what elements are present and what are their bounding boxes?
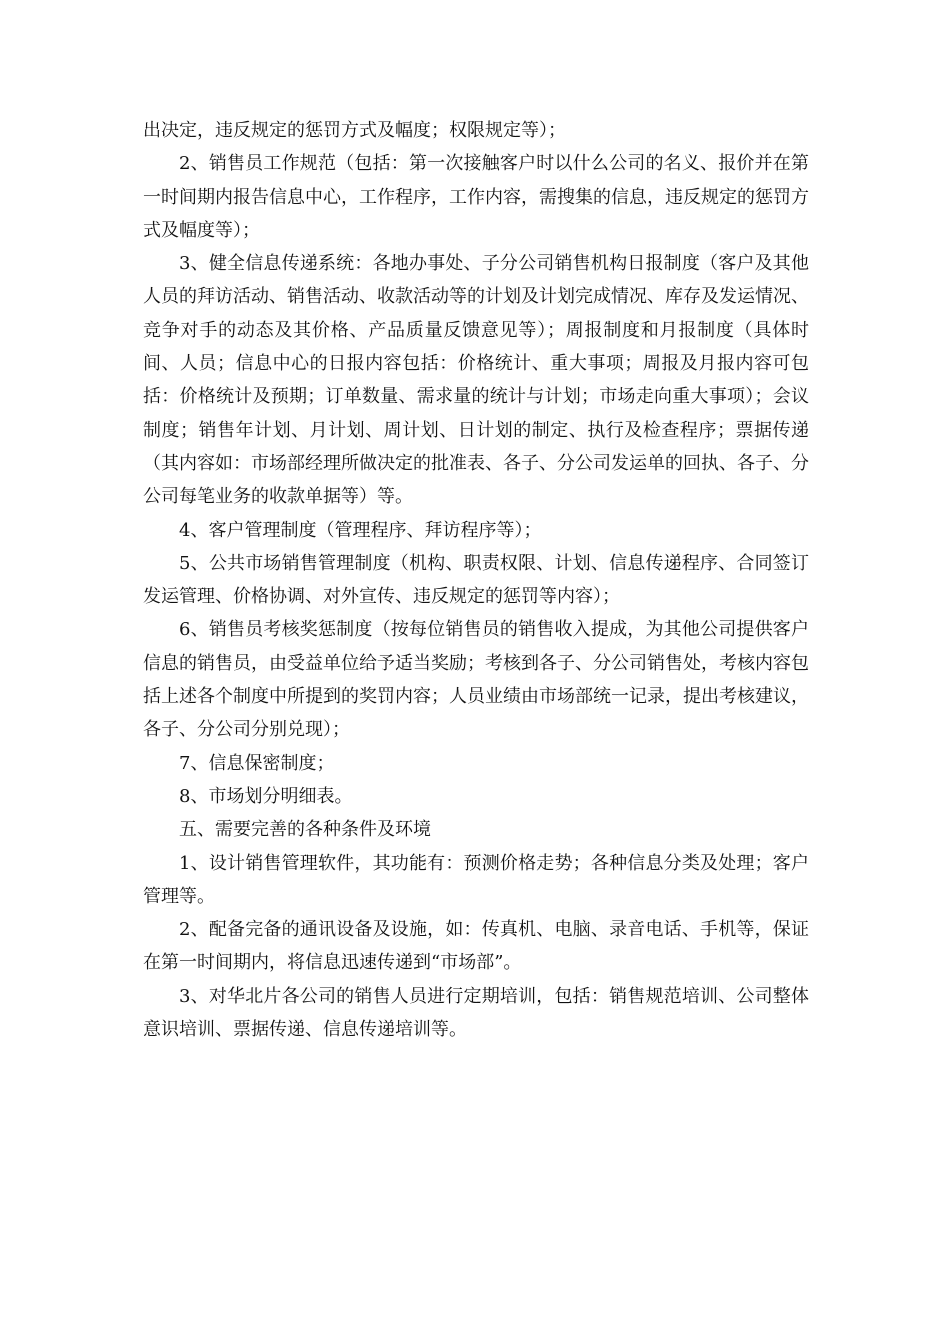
document-body — [143, 114, 809, 1046]
paragraph-item-4: 4、客户管理制度（管理程序、拜访程序等）； — [179, 519, 542, 541]
paragraph-continuation: 出决定，违反规定的惩罚方式及幅度；权限规定等）； — [143, 120, 566, 141]
paragraph-item-7: 7、信息保密制度； — [179, 752, 335, 774]
paragraph-item-2: 2、销售员工作规范（包括：第一次接触客户时以什么公司的名义、报价并在第一时间期内报告信息中心，工作程序，工作内容，需搜集的信息，违反规定的惩罚方式及幅度等）； — [143, 153, 809, 241]
paragraph-item-3: 3、健全信息传递系统：各地办事处、子分公司销售机构日报制度（客户及其他人员的拜访活动、销售活动、收款活动等的计划及计划完成情况、库存及发运情况、竞争对手的动态及其价格、产品质量反馈意见等）；周报制度和月报制度（具体时间、人员；信息中心的日报内容包括：价格统计、重大事项；周报及月报内容可包括：价格统计及预期；订单数量、需求量的统计与计划；市场走向重大事项）；会议制度；销售年计划、月计划、周计划、日计划的制定、执行及检查程序；票据传递（其内容如：市场部经理所做决定的批准表、各子、分公司发运单的回执、各子、分公司每笔业务的收款单据等）等。 — [143, 253, 809, 508]
paragraph-condition-2: 2、配备完备的通讯设备及设施，如：传真机、电脑、录音电话、手机等，保证在第一时间期内，将信息迅速传递到“市场部”。 — [143, 919, 809, 974]
paragraph-condition-1: 1、设计销售管理软件，其功能有：预测价格走势；各种信息分类及处理；客户管理等。 — [143, 852, 809, 907]
paragraph-condition-3: 3、对华北片各公司的销售人员进行定期培训，包括：销售规范培训、公司整体意识培训、票据传递、信息传递培训等。 — [143, 985, 809, 1041]
paragraph-item-6: 6、销售员考核奖惩制度（按每位销售员的销售收入提成，为其他公司提供客户信息的销售员，由受益单位给予适当奖励；考核到各子、分公司销售处，考核内容包括上述各个制度中所提到的奖罚内容；人员业绩由市场部统一记录，提出考核建议，各子、分公司分别兑现）； — [143, 619, 809, 741]
paragraph-item-8: 8、市场划分明细表。 — [179, 785, 353, 807]
paragraph-item-5: 5、公共市场销售管理制度（机构、职责权限、计划、信息传递程序、合同签订发运管理、价格协调、对外宣传、违反规定的惩罚等内容）； — [143, 552, 809, 608]
section-heading: 五、需要完善的各种条件及环境 — [179, 819, 431, 841]
